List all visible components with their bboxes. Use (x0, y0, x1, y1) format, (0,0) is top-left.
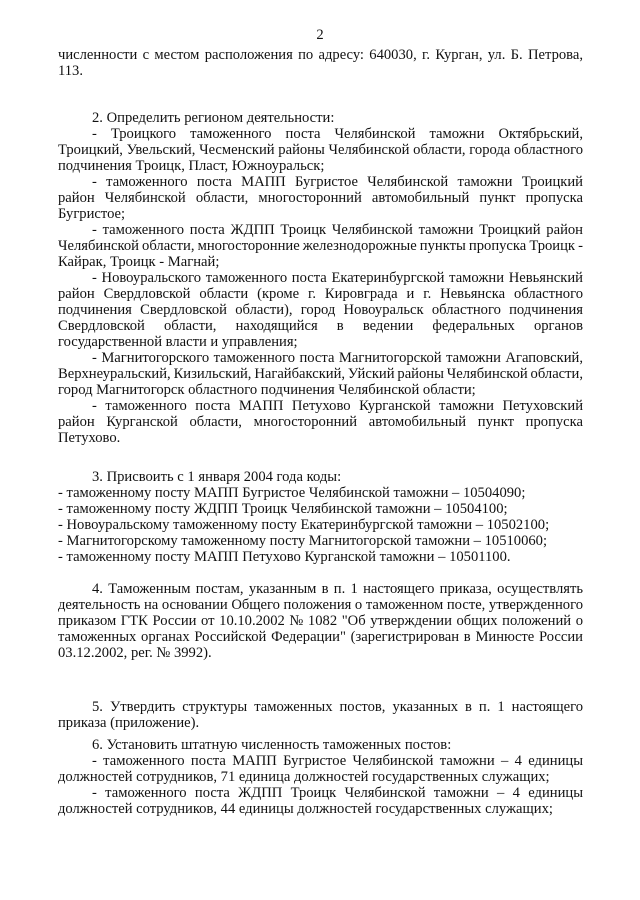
text-line: район Свердловской области (кроме г. Кировграда и г. Невьянска областного (58, 286, 583, 302)
text-line: таможенных органах Российской Федерации" (зарегистрирован в Минюсте России (58, 629, 583, 645)
text-line: подчинения Троицк, Пласт, Южноуральск; (58, 158, 325, 174)
text-line: - таможенного поста МАПП Петухово Курганской таможни Петуховский (92, 398, 583, 414)
code-item: - Магнитогорскому таможенному посту Магнитогорской таможни – 10510060; (58, 533, 548, 549)
text-line: Бугристое; (58, 206, 126, 222)
text-line: - Магнитогорского таможенного поста Магнитогорской таможни Агаповский, (92, 350, 583, 366)
code-item: - таможенному посту МАПП Бугристое Челябинской таможни – 10504090; (58, 485, 526, 501)
section-heading: 5. Утвердить структуры таможенных постов, указанных в п. 1 настоящего (92, 699, 583, 715)
text-line: Челябинской области, многосторонние железнодорожные пункты пропуска Троицк - (58, 238, 583, 254)
text-line: приказа (приложение). (58, 715, 200, 731)
page-number: 2 (316, 27, 324, 43)
text-line: численности с местом расположения по адресу: 640030, г. Курган, ул. Б. Петрова, (58, 47, 583, 63)
text-line: должностей сотрудников, 71 единица должностей государственных служащих; (58, 769, 550, 785)
text-line: - таможенного поста ЖДПП Троицк Челябинской таможни – 4 единицы (92, 785, 583, 801)
section-heading: 3. Присвоить с 1 января 2004 года коды: (92, 469, 342, 485)
text-line: - таможенного поста ЖДПП Троицк Челябинской таможни Троицкий район (92, 222, 583, 238)
text-line: - таможенного поста МАПП Бугристое Челябинской таможни Троицкий (92, 174, 583, 190)
text-line: подчинения Свердловской области), город Новоуральск областного подчинения (58, 302, 583, 318)
section-heading: 4. Таможенным постам, указанным в п. 1 настоящего приказа, осуществлять (92, 581, 583, 597)
text-line: должностей сотрудников, 44 единицы должностей государственных служащих; (58, 801, 553, 817)
text-line: государственной власти и управления; (58, 334, 298, 350)
section-heading: 2. Определить регионом деятельности: (92, 110, 335, 126)
code-item: - таможенному посту ЖДПП Троицк Челябинской таможни – 10504100; (58, 501, 508, 517)
section-heading: 6. Установить штатную численность таможенных постов: (92, 737, 452, 753)
text-line: - таможенного поста МАПП Бугристое Челябинской таможни – 4 единицы (92, 753, 583, 769)
text-line: Кайрак, Троицк - Магнай; (58, 254, 220, 270)
text-line: Троицкий, Увельский, Чесменский районы Челябинской области, города областного (58, 142, 583, 158)
text-line: приказом ГТК России от 10.10.2002 № 1082 "Об утверждении общих положений о (58, 613, 583, 629)
code-item: - таможенному посту МАПП Петухово Курганской таможни – 10501100. (58, 549, 511, 565)
text-line: - Троицкого таможенного поста Челябинской таможни Октябрьский, (92, 126, 583, 142)
text-line: Петухово. (58, 430, 121, 446)
text-line: 113. (58, 63, 83, 79)
text-line: район Курганской области, многосторонний автомобильный пункт пропуска (58, 414, 583, 430)
text-line: Верхнеуральский, Кизильский, Нагайбакский, Уйский районы Челябинской области, (58, 366, 583, 382)
text-line: - Новоуральского таможенного поста Екатеринбургской таможни Невьянский (92, 270, 583, 286)
code-item: - Новоуральскому таможенному посту Екатеринбургской таможни – 10502100; (58, 517, 550, 533)
text-line: деятельность на основании Общего положения о таможенном посте, утвержденного (58, 597, 583, 613)
text-line: город Магнитогорск областного подчинения Челябинской области; (58, 382, 476, 398)
text-line: район Челябинской области, многосторонний автомобильный пункт пропуска (58, 190, 583, 206)
text-line: Свердловской области, находящийся в ведении федеральных органов (58, 318, 583, 334)
text-line: 03.12.2002, рег. № 3992). (58, 645, 212, 661)
